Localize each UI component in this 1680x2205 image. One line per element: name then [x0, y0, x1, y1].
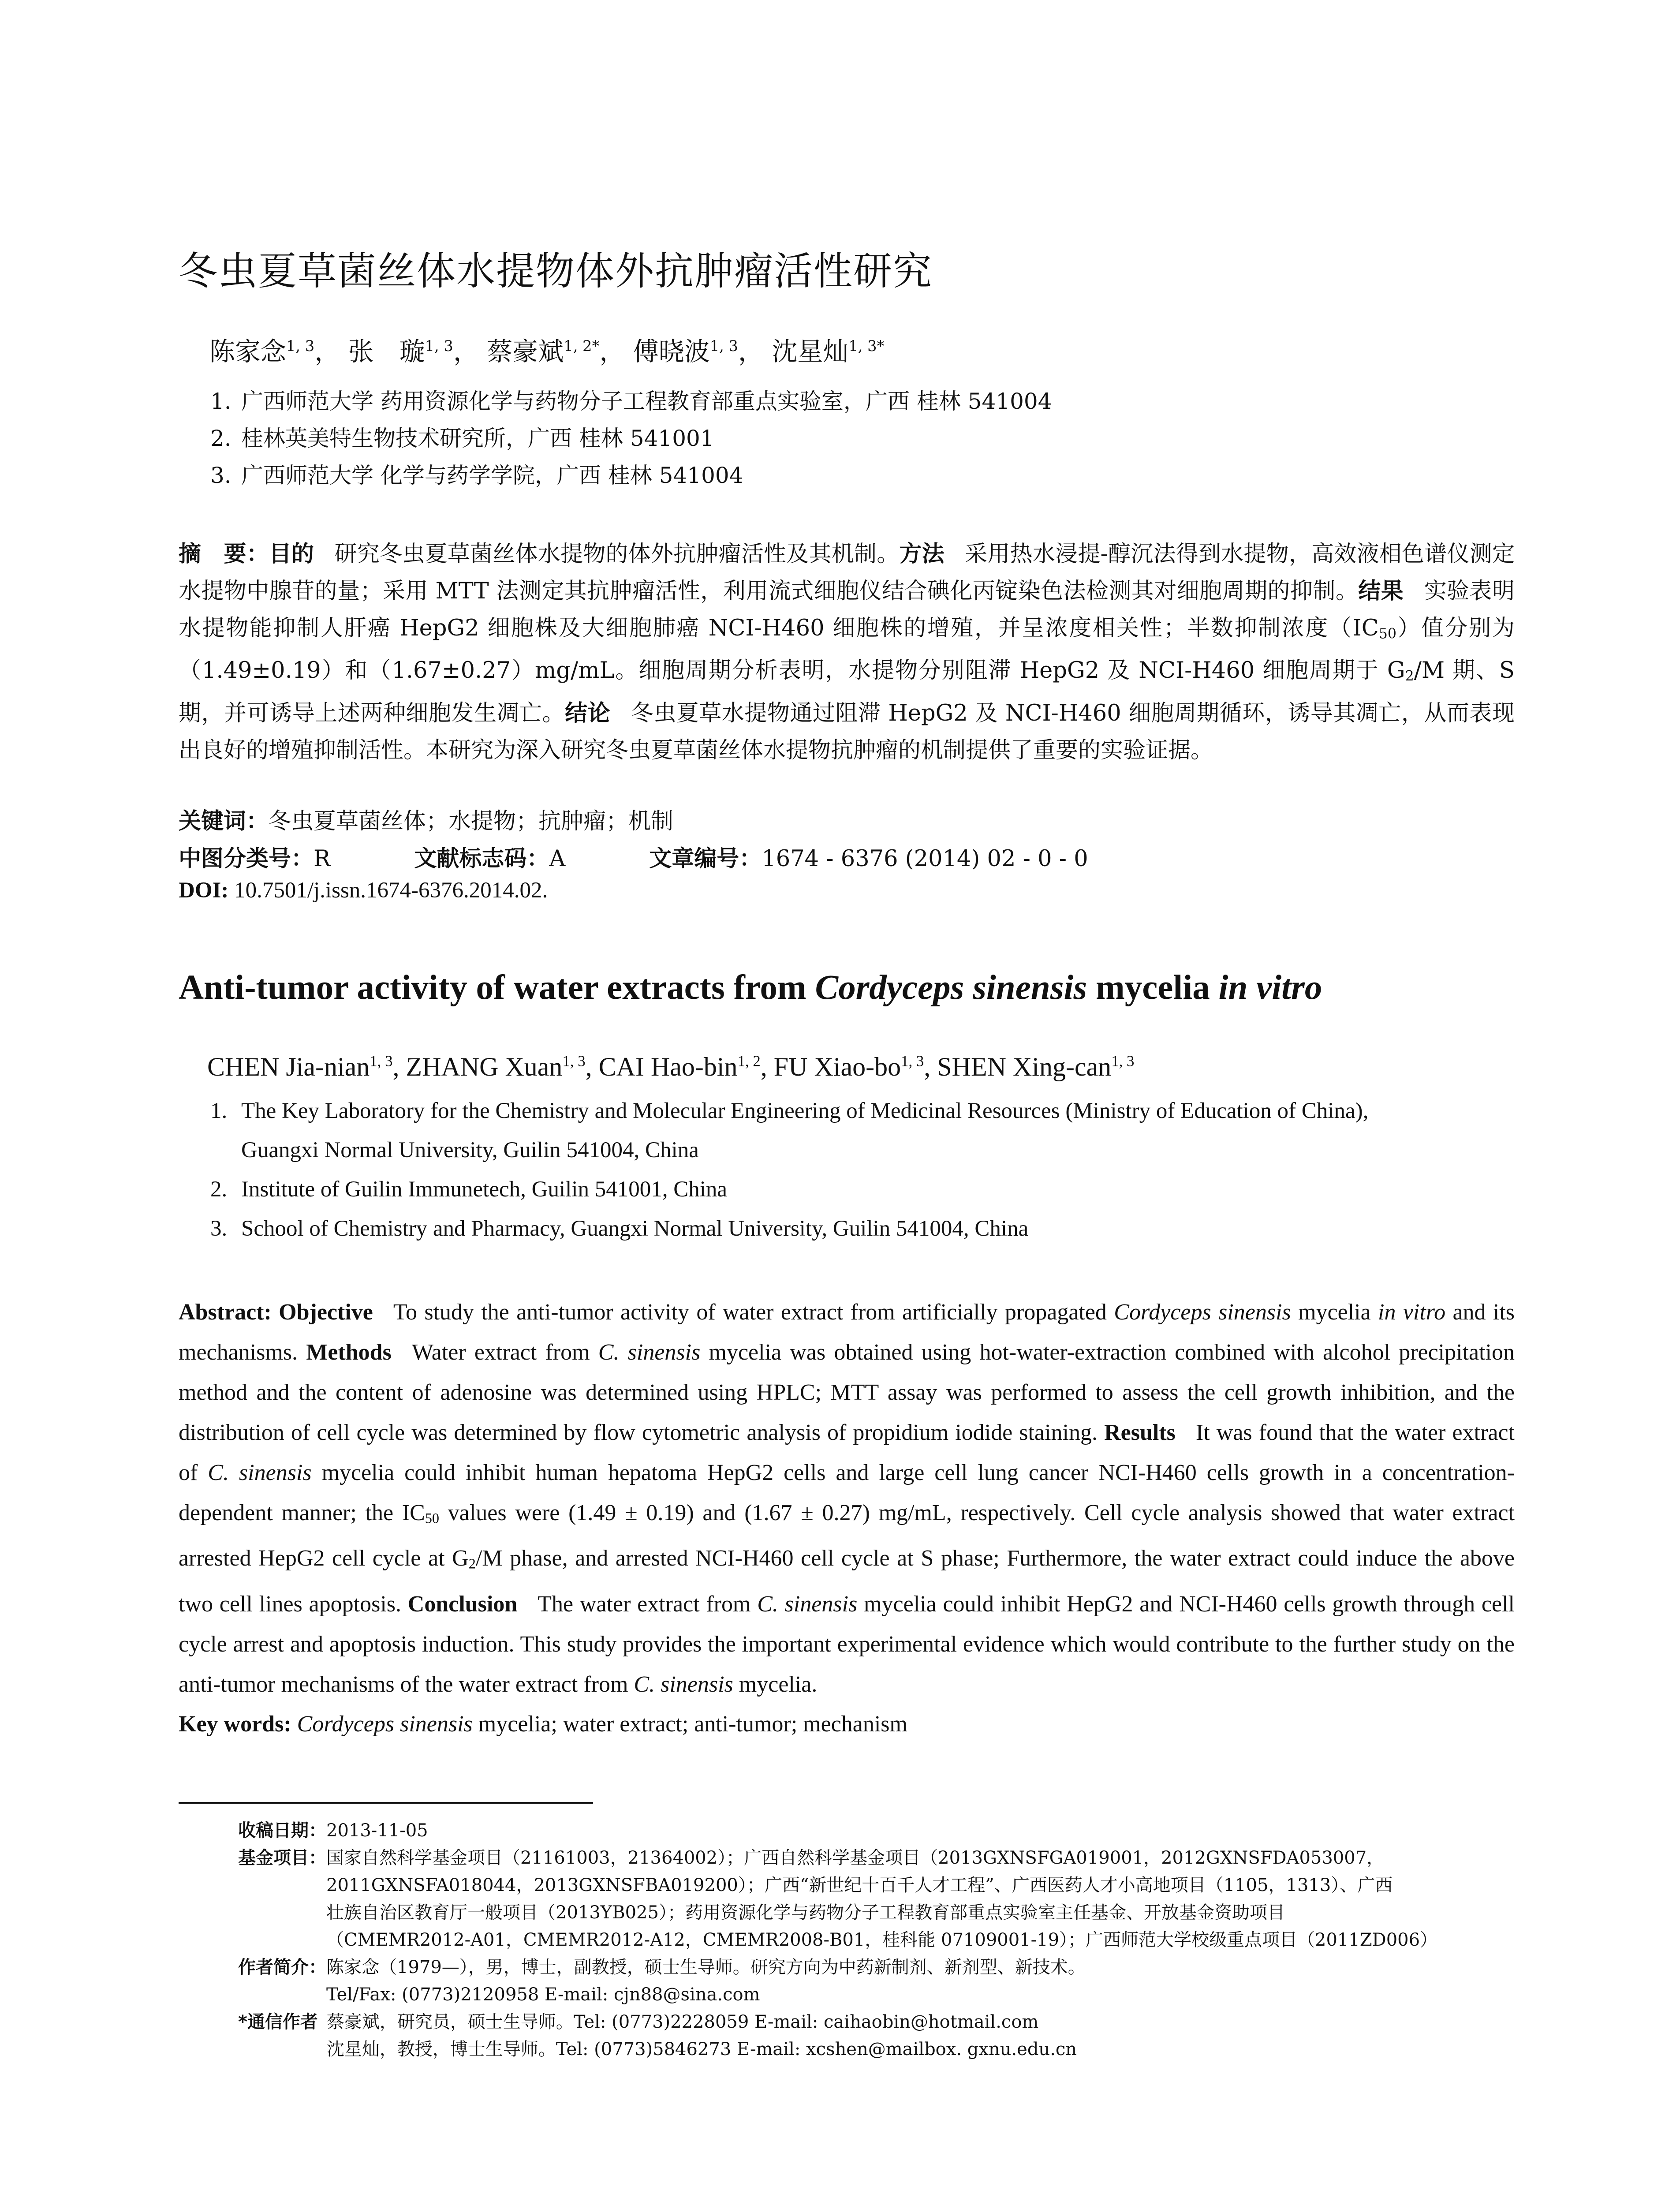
footnote-corresponding-authors: *通信作者 蔡豪斌，研究员，硕士生导师。Tel: (0773)2228059 E-mail: caihaobin@hotmail.com 沈星灿，教授，博士生导师。Tel: (0773)5846273 E-mail: xcshen@mailbox. gxnu.edu.cn [238, 2012, 1077, 2059]
affiliation-item: 1. 广西师范大学 药用资源化学与药物分子工程教育部重点实验室，广西 桂林 541004 [210, 389, 1052, 414]
author-affiliation-mark: 1, 3 [286, 337, 315, 355]
author-separator: ， [453, 336, 479, 366]
methods-label: 方法 [899, 541, 945, 567]
footnote-divider [179, 1802, 593, 1804]
author-name: 张 璇 [348, 336, 425, 366]
affiliation-item: 2. 桂林英美特生物技术研究所，广西 桂林 541001 [210, 426, 714, 451]
author-separator: ， [738, 336, 764, 366]
conclusion-label: Conclusion [407, 1591, 518, 1617]
classification-line: 中图分类号：R 文献标志码：A 文章编号：1674 - 6376 (2014) 02 - 0 - 0 [179, 846, 1088, 872]
methods-label: Methods [306, 1340, 392, 1365]
author-name: SHEN Xing-can [937, 1052, 1112, 1081]
results-label: Results [1104, 1420, 1176, 1445]
author-affiliation-mark: 1, 3 [425, 337, 453, 355]
author-name: FU Xiao-bo [773, 1052, 901, 1081]
affiliation-item: 3. 广西师范大学 化学与药学学院，广西 桂林 541004 [210, 463, 743, 488]
english-affiliations [210, 1091, 1515, 1248]
english-abstract: Abstract: Objective To study the anti-tumor activity of water extract from artificially propagated Cordyceps sinensis mycelia in vitro and its mechanisms. Methods Water extract from C. sinensis mycelia was obtained using hot-water-extraction combined with alcohol precipitation method and the content of adenosine was determined using HPLC; MTT assay was performed to assess the cell growth inhibition, and the distribution of cell cycle was determined by flow cytometric analysis of propidium iodide staining. Results It was found that the water extract of C. sinensis mycelia could inhibit human hepatoma HepG2 cells and large cell lung cancer NCI-H460 cells growth in a concentration-dependent manner; the $IC_{50}$ values were (1.49 ± 0.19) and (1.67 ± 0.27) mg/mL, respectively. Cell cycle analysis showed that water extract arrested HepG2 cell cycle at $G_2/M$ phase, and arrested NCI-H460 cell cycle at S phase; Furthermore, the water extract could induce the above two cell lines apoptosis. Conclusion The water extract from C. sinensis mycelia could inhibit HepG2 and NCI-H460 cells growth through cell cycle arrest and apoptosis induction. This study provides the important experimental evidence which would contribute to the further study on the anti-tumor mechanisms of the water extract from C. sinensis mycelia. [179, 1300, 1515, 1697]
author-name: 沈星灿 [772, 336, 849, 366]
author-affiliation-mark: 1, 3 [901, 1052, 924, 1070]
doi-line: DOI: 10.7501/j.issn.1674-6376.2014.02. [179, 878, 548, 903]
author-name: CHEN Jia-nian [207, 1052, 370, 1081]
chinese-abstract: 摘 要：目的 研究冬虫夏草菌丝体水提物的体外抗肿瘤活性及其机制。方法 采用热水浸提-醇沉法得到水提物，高效液相色谱仪测定水提物中腺苷的量；采用 MTT 法测定其抗肿瘤活性，利用流式细胞仪结合碘化丙锭染色法检测其对细胞周期的抑制。结果 实验表明水提物能抑制人肝癌 HepG2 细胞株及大细胞肺癌 NCI-H460 细胞株的增殖，并呈浓度相关性；半数抑制浓度$(IC_{50})$值分别为（1.49±0.19）和（1.67±0.27）mg/mL。细胞周期分析表明，水提物分别阻滞 HepG2 及 NCI-H460 细胞周期于 $G_2/M$ 期、S 期，并可诱导上述两种细胞发生凋亡。结论 冬虫夏草水提物通过阻滞 HepG2 及 NCI-H460 细胞周期循环，诱导其凋亡，从而表现出良好的增殖抑制活性。本研究为深入研究冬虫夏草菌丝体水提物抗肿瘤的机制提供了重要的实验证据。 [179, 541, 1515, 763]
english-title: Anti-tumor activity of water extracts from Cordyceps sinensis mycelia in vitro [179, 968, 1322, 1007]
author-name: ZHANG Xuan [406, 1052, 563, 1081]
author-affiliation-mark: 1, 2 [737, 1052, 761, 1070]
doc-code-value: A [549, 846, 566, 872]
author-name: CAI Hao-bin [598, 1052, 738, 1081]
affiliation-item-continuation: Guangxi Normal University, Guilin 541004, China [241, 1138, 699, 1162]
conclusion-label: 结论 [565, 700, 611, 726]
author-affiliation-mark: 1, 3* [848, 337, 885, 355]
author-affiliation-mark: 1, 3 [562, 1052, 586, 1070]
author-name: 傅晓波 [633, 336, 710, 366]
keywords-label: Key words: [179, 1712, 291, 1737]
footnotes [238, 1817, 1517, 2063]
chinese-title: 冬虫夏草菌丝体水提物体外抗肿瘤活性研究 [179, 248, 933, 294]
author-affiliation-mark: 1, 3 [709, 337, 738, 355]
objective-label: 目的 [269, 541, 314, 567]
clc-value: R [314, 846, 331, 872]
author-affiliation-mark: 1, 3 [1111, 1052, 1135, 1070]
author-separator: ， [599, 336, 625, 366]
author-affiliation-mark: 1, 2* [564, 337, 600, 355]
results-label: 结果 [1358, 578, 1404, 604]
footnote-author-bio: 作者简介： 陈家念（1979—），男，博士，副教授，硕士生导师。研究方向为中药新制剂、新剂型、新技术。 Tel/Fax: (0773)2120958 E-mail: cjn88@sina.com [238, 1957, 1086, 2005]
footnote-received: 收稿日期： 2013-11-05 [238, 1820, 428, 1841]
english-author-list: CHEN Jia-nian$^{1, 3}$, ZHANG Xuan$^{1, 3}$, CAI Hao-bin$^{1, 2}$, FU Xiao-bo$^{1, 3}$, SHEN Xing-can$^{1, 3}$ [207, 1052, 1135, 1081]
footnote-funding: 基金项目： 国家自然科学基金项目（21161003，21364002）；广西自然科学基金项目（2013GXNSFGA019001，2012GXNSFDA053007， 2011GXNSFA018044，2013GXNSFBA019200）；广西“新世纪十百千人才工程”、广西医药人才小高地项目（1105，1313）、广西 壮族自治区教育厅一般项目（2013YB025）；药用资源化学与药物分子工程教育部重点实验室主任基金、开放基金资助项目 （CMEMR2012-A01，CMEMR2012-A12，CMEMR2008-B01，桂科能 07109001-19）；广西师范大学校级重点项目（2011ZD006） [238, 1848, 1438, 1950]
chinese-keywords [179, 803, 673, 835]
affiliation-item: 1. The Key Laboratory for the Chemistry and Molecular Engineering of Medicinal Resources (Ministry of Education of China), [210, 1099, 1369, 1123]
article-number-value: 1674 - 6376 (2014) 02 - 0 - 0 [762, 846, 1088, 872]
chinese-affiliations [210, 383, 1052, 494]
author-name: 陈家念 [209, 336, 287, 366]
paper-page [179, 0, 1515, 2205]
keywords-text: 冬虫夏草菌丝体；水提物；抗肿瘤；机制 [269, 808, 674, 834]
english-keywords: Key words: Cordyceps sinensis mycelia; water extract; anti-tumor; mechanism [179, 1712, 907, 1737]
author-separator: ， [314, 336, 340, 366]
abstract-objective-label: Abstract: Objective [179, 1300, 373, 1325]
chinese-author-list [209, 331, 884, 368]
abstract-label: 摘 要： [179, 541, 269, 567]
author-name: 蔡豪斌 [487, 336, 564, 366]
affiliation-item: 2. Institute of Guilin Immunetech, Guilin 541001, China [210, 1177, 728, 1202]
author-affiliation-mark: 1, 3 [370, 1052, 393, 1070]
keywords-label: 关键词： [179, 808, 269, 834]
affiliation-item: 3. School of Chemistry and Pharmacy, Guangxi Normal University, Guilin 541004, China [210, 1216, 1029, 1241]
doi-value[interactable]: 10.7501/j.issn.1674-6376.2014.02. [234, 878, 548, 903]
